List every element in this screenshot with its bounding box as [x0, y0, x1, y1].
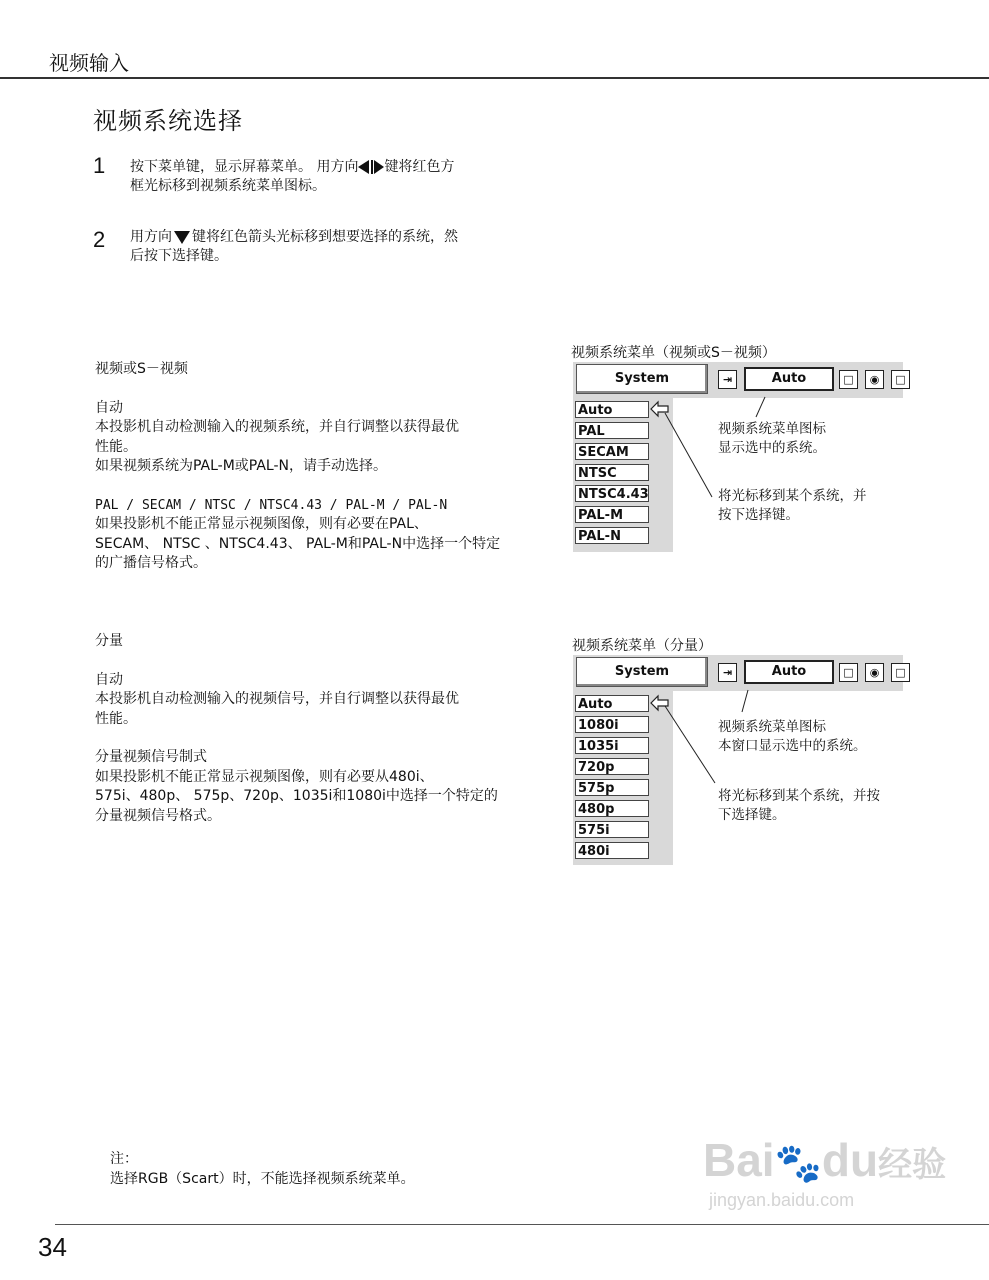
video-auto-desc-2: 性能。 — [95, 438, 137, 455]
watermark-brand: Bai — [703, 1134, 775, 1186]
image-icon: ◉ — [865, 663, 884, 682]
menu1-item[interactable]: NTSC4.43 — [575, 485, 649, 502]
menu2-caption: 视频系统菜单（分量） — [572, 638, 712, 654]
watermark-brand2: du — [821, 1134, 879, 1186]
step-1-text-b: 键将红色方 — [384, 159, 455, 175]
watermark-url: jingyan.baidu.com — [709, 1190, 855, 1210]
menu2-item[interactable]: 575i — [575, 821, 649, 838]
menu1-item[interactable]: Auto — [575, 401, 649, 418]
video-auto-desc-1: 本投影机自动检测输入的视频系统，并自行调整以获得最优 — [95, 419, 459, 435]
menu1-callout-cursor-line2: 按下选择键。 — [718, 507, 799, 523]
component-auto-desc-1: 本投影机自动检测输入的视频信号，并自行调整以获得最优 — [95, 691, 459, 707]
note — [110, 1150, 550, 1189]
menu2-item[interactable]: 720p — [575, 758, 649, 775]
screen-icon: □ — [839, 663, 858, 682]
settings-icon: □ — [891, 370, 910, 389]
menu2-auto-value[interactable]: Auto — [744, 660, 834, 684]
component-heading: 分量 — [95, 633, 123, 649]
menu1-callout-cursor — [718, 487, 867, 525]
menu1-callout-cursor-line1: 将光标移到某个系统，并 — [718, 488, 867, 504]
component-section — [95, 632, 535, 826]
menu1-item[interactable]: SECAM — [575, 443, 649, 460]
component-format-desc-2: 575i、480p、 575p、720p、1035i和1080i中选择一个特定的 — [95, 788, 498, 804]
video-systems-desc-1: 如果投影机不能正常显示视频图像，则有必要在PAL、 — [95, 516, 428, 532]
note-label: 注： — [110, 1151, 138, 1167]
menu1-callout-icon-line1: 视频系统菜单图标 — [718, 421, 826, 437]
image-icon: ◉ — [865, 370, 884, 389]
video-heading: 视频或S－视频 — [95, 361, 188, 377]
component-format-desc-3: 分量视频信号格式。 — [95, 807, 221, 824]
menu1-caption: 视频系统菜单（视频或S－视频） — [571, 345, 776, 361]
video-auto-label: 自动 — [95, 399, 123, 416]
menu2-callout-cursor — [718, 787, 880, 825]
note-text: 选择RGB（Scart）时，不能选择视频系统菜单。 — [110, 1170, 415, 1187]
menu2-item[interactable]: 480p — [575, 800, 649, 817]
menu1-item[interactable]: NTSC — [575, 464, 649, 481]
header-divider — [0, 77, 989, 79]
step-1-text — [130, 158, 530, 196]
paw-icon: 🐾 — [774, 1143, 822, 1185]
menu2-item[interactable]: 1035i — [575, 737, 649, 754]
video-systems-line: PAL / SECAM / NTSC / NTSC4.43 / PAL-M / PAL-N — [95, 497, 448, 513]
component-auto-label: 自动 — [95, 671, 123, 688]
menu1-callout-icon-line2: 显示选中的系统。 — [718, 440, 826, 456]
video-auto-desc-3: 如果视频系统为PAL-M或PAL-N，请手动选择。 — [95, 458, 388, 474]
video-systems-desc-2: SECAM、 NTSC 、NTSC4.43、 PAL-M和PAL-N中选择一个特定 — [95, 535, 501, 552]
menu2-callout-icon — [718, 718, 867, 756]
screen-icon: □ — [839, 370, 858, 389]
component-format-label: 分量视频信号制式 — [95, 749, 207, 765]
step-1-text-c: 框光标移到视频系统菜单图标。 — [130, 178, 326, 194]
footer-divider — [55, 1224, 989, 1225]
step-2-text — [130, 228, 530, 266]
menu1-callout-icon — [718, 420, 826, 458]
menu2-bar — [573, 655, 906, 691]
menu1-auto-value[interactable]: Auto — [744, 367, 834, 391]
baidu-watermark — [703, 1135, 946, 1211]
step-1-number: 1 — [93, 153, 106, 178]
menu1-item[interactable]: PAL — [575, 422, 649, 439]
menu2-callout-icon-line1: 视频系统菜单图标 — [718, 719, 826, 735]
menu2-item[interactable]: Auto — [575, 695, 649, 712]
step-2-text-c: 后按下选择键。 — [130, 248, 228, 264]
settings-icon: □ — [891, 663, 910, 682]
menu1-bar — [573, 362, 906, 398]
menu1-item[interactable]: PAL-N — [575, 527, 649, 544]
step-2-text-a: 用方向 — [130, 229, 172, 245]
menu2-item[interactable]: 1080i — [575, 716, 649, 733]
menu2-callout-icon-line2: 本窗口显示选中的系统。 — [718, 738, 867, 754]
page-title: 视频系统选择 — [93, 107, 243, 135]
menu2-list-panel — [573, 691, 673, 865]
left-right-arrow-icon — [358, 160, 384, 174]
menu1-item[interactable]: PAL-M — [575, 506, 649, 523]
component-auto-desc-2: 性能。 — [95, 710, 137, 727]
component-format-desc-1: 如果投影机不能正常显示视频图像，则有必要从480i、 — [95, 768, 434, 785]
page-number: 34 — [38, 1232, 67, 1262]
menu2-callout-cursor-line2: 下选择键。 — [718, 807, 786, 823]
step-1-text-a: 按下菜单键，显示屏幕菜单。 用方向 — [130, 159, 359, 175]
menu1-system-button[interactable]: System — [576, 364, 708, 394]
down-arrow-icon — [172, 230, 192, 244]
section-title: 视频输入 — [49, 51, 129, 75]
menu1-list-panel — [573, 398, 673, 552]
menu2-item[interactable]: 575p — [575, 779, 649, 796]
menu2-item[interactable]: 480i — [575, 842, 649, 859]
video-systems-desc-3: 的广播信号格式。 — [95, 555, 207, 571]
step-2-number: 2 — [93, 227, 106, 252]
input-icon: ⇥ — [718, 663, 737, 682]
menu2-callout-cursor-line1: 将光标移到某个系统，并按 — [718, 788, 880, 804]
watermark-brand-cn: 经验 — [878, 1146, 947, 1184]
menu2-system-button[interactable]: System — [576, 657, 708, 687]
step-2-text-b: 键将红色箭头光标移到想要选择的系统，然 — [192, 229, 458, 245]
video-section — [95, 360, 535, 574]
input-icon: ⇥ — [718, 370, 737, 389]
